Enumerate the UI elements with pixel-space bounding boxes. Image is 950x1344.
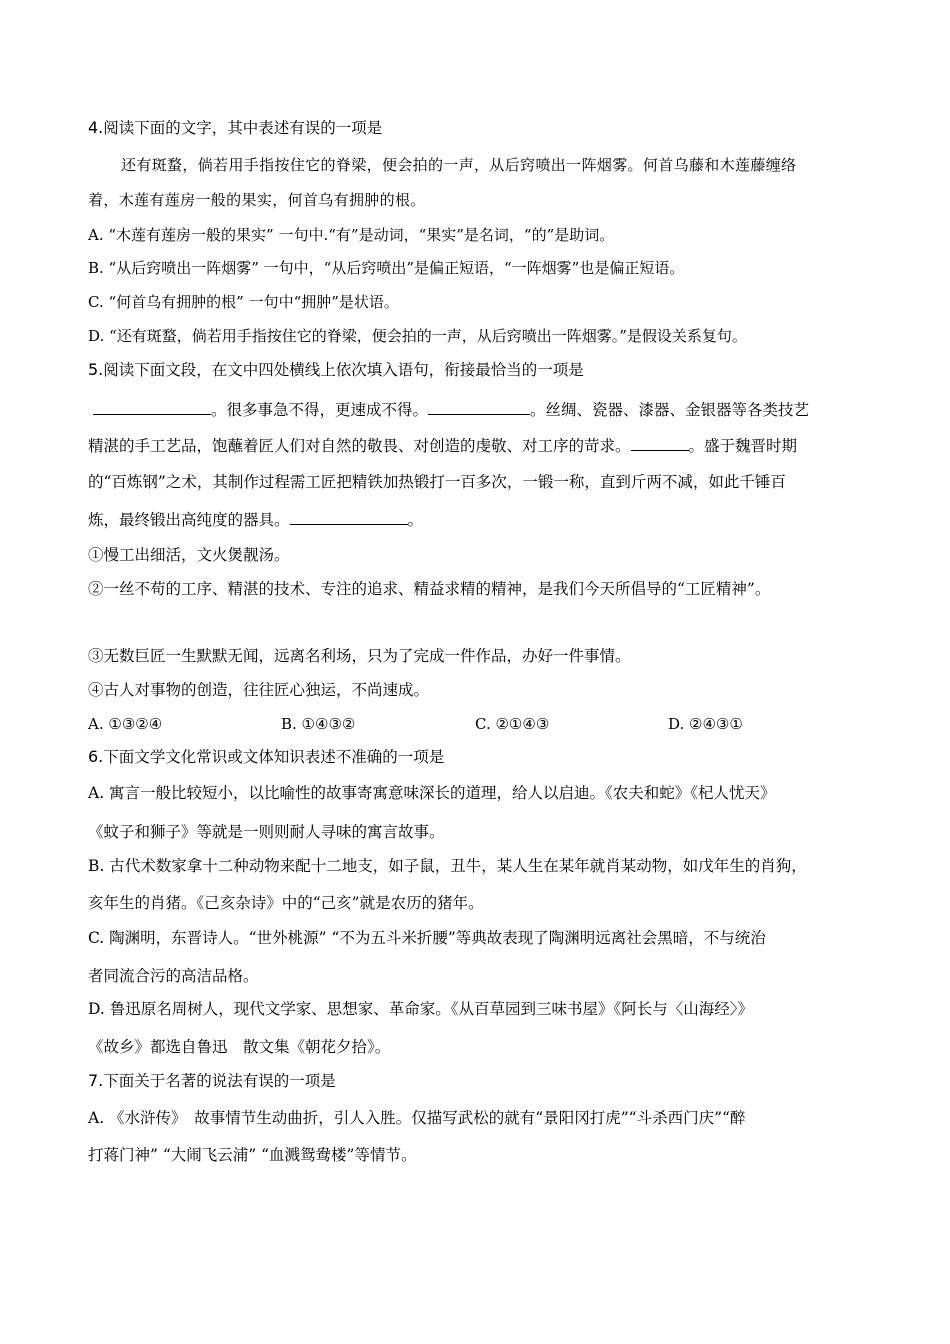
question-4-option-a: A. “木莲有莲房一般的果实” 一句中.“有”是动词，“果实”是名词，“的”是助词。	[88, 226, 615, 244]
question-4-option-d: D. “还有斑蝥，倘若用手指按住它的脊梁，便会拍的一声，从后窍喷出一阵烟雾。”是假设关系复句。	[88, 327, 747, 345]
question-4-passage-line-2: 着，木莲有莲房一般的果实，何首乌有拥肿的根。	[88, 191, 426, 209]
question-7-stem	[88, 1071, 336, 1091]
question-5-option-b: B. ①④③②	[281, 715, 356, 733]
question-5-text: 阅读下面文段，在文中四处横线上依次填入语句，衔接最恰当的一项是	[103, 361, 584, 379]
question-6-stem	[88, 747, 444, 767]
passage-text: 。丝绸、瓷器、漆器、金银器等各类技艺	[530, 401, 810, 419]
fill-blank-2	[428, 399, 530, 415]
question-5-number: 5.	[88, 360, 104, 379]
passage-text: 。	[407, 511, 424, 529]
passage-text: 。很多事急不得，更速成不得。	[211, 401, 429, 419]
question-6-option-a-line-1: A. 寓言一般比较短小，以比喻性的故事寄寓意味深长的道理，给人以启迪。《农夫和蛇》《杞人忧天》	[88, 784, 776, 802]
question-6-option-a-line-2: 《蚊子和狮子》等就是一则则耐人寻味的寓言故事。	[88, 823, 445, 841]
question-5-option-c: C. ②①④③	[475, 715, 550, 733]
question-5-option-d: D. ②④③①	[668, 715, 743, 733]
sentence-4: ④古人对事物的创造，往往匠心独运，不尚速成。	[88, 681, 430, 699]
question-5-option-a: A. ①③②④	[88, 715, 163, 733]
sentence-2: ②一丝不苟的工序、精湛的技术、专注的追求、精益求精的精神，是我们今天所倡导的“工匠精神”。	[88, 580, 771, 598]
fill-blank-3	[631, 435, 689, 451]
fill-blank-4	[290, 509, 408, 525]
question-6-option-d-line-1: D. 鲁迅原名周树人，现代文学家、思想家、革命家。《从百草园到三味书屋》《阿长与〈山海经〉》	[88, 1000, 753, 1018]
passage-text: 。盛于魏晋时期	[688, 437, 798, 455]
question-5-passage-line-2	[88, 435, 797, 456]
question-6-option-d-line-2: 《故乡》都选自鲁迅 散文集《朝花夕拾》。	[88, 1038, 391, 1056]
question-6-option-b-line-1: B. 古代术数家拿十二种动物来配十二地支，如子鼠，丑牛，某人生在某年就肖某动物，如戊年生的肖狗，	[88, 857, 807, 875]
question-7-option-a-line-2: 打蒋门神” “大闹飞云浦” “血溅鸳鸯楼”等情节。	[88, 1146, 417, 1164]
question-4-passage-line-1: 还有斑蝥，倘若用手指按住它的脊梁，便会拍的一声，从后窍喷出一阵烟雾。何首乌藤和木莲藤缠络	[121, 156, 797, 174]
question-4-stem	[88, 118, 382, 138]
question-4-number: 4.	[88, 118, 104, 137]
passage-text: 炼，最终锻出高纯度的器具。	[88, 511, 290, 529]
question-6-text: 下面文学文化常识或文体知识表述不准确的一项是	[103, 748, 445, 766]
question-6-option-b-line-2: 亥年生的肖猪。《己亥杂诗》中的“己亥”就是农历的猪年。	[88, 894, 484, 912]
question-7-number: 7.	[88, 1071, 104, 1090]
question-7-option-a-line-1: A. 《水浒传》 故事情节生动曲折，引人入胜。仅描写武松的就有“景阳冈打虎”“斗杀西门庆”“醉	[88, 1109, 746, 1127]
question-7-text: 下面关于名著的说法有误的一项是	[103, 1072, 336, 1090]
question-4-text: 阅读下面的文字，其中表述有误的一项是	[103, 119, 383, 137]
question-6-option-c-line-1: C. 陶渊明，东晋诗人。“世外桃源” “不为五斗米折腰”等典故表现了陶渊明远离社会黑暗，不与统治	[88, 929, 766, 947]
question-4-option-b: B. “从后窍喷出一阵烟雾” 一句中，“从后窍喷出”是偏正短语，“一阵烟雾”也是偏正短语。	[88, 259, 685, 277]
question-6-option-c-line-2: 者同流合污的高洁品格。	[88, 967, 259, 985]
question-5-passage-line-3: 的“百炼钢”之术，其制作过程需工匠把精铁加热锻打一百多次，一锻一称，直到斤两不减，如此千锤百	[88, 473, 786, 491]
question-5-passage-line-4	[88, 509, 423, 530]
passage-text: 精湛的手工艺品，饱蘸着匠人们对自然的敬畏、对创造的虔敬、对工序的苛求。	[88, 437, 631, 455]
question-5-stem	[88, 360, 584, 380]
fill-blank-1	[93, 399, 211, 415]
question-4-option-c: C. “何首乌有拥肿的根” 一句中“拥肿”是状语。	[88, 293, 399, 311]
sentence-1: ①慢工出细活，文火煲靓汤。	[88, 546, 290, 564]
question-5-passage-line-1	[93, 399, 809, 420]
question-6-number: 6.	[88, 747, 104, 766]
sentence-3: ③无数巨匠一生默默无闻，远离名利场，只为了完成一件作品，办好一件事情。	[88, 647, 631, 665]
